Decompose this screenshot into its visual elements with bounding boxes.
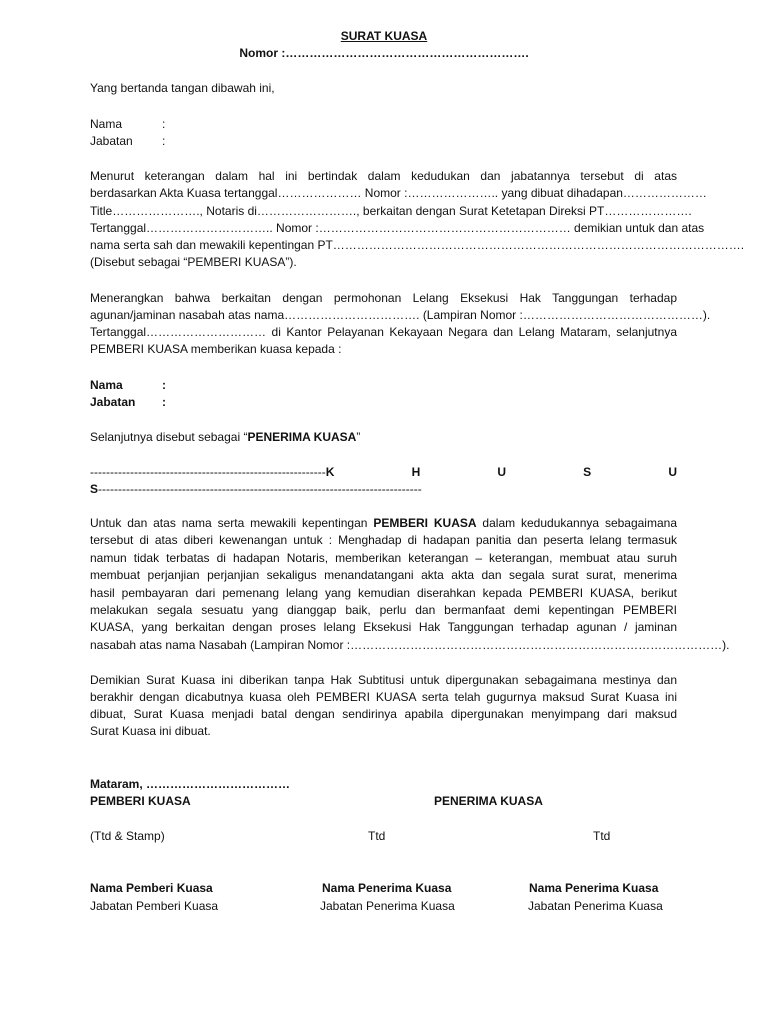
khusus-dashes-right: ---------------------------------------------------------------------------------	[98, 482, 422, 496]
receiver-name-label: Nama	[90, 378, 123, 392]
para3-line: namun tidak terbatas di hadapan Notaris, memberikan keterangan – keterangan, membuat atau suruh	[90, 551, 677, 565]
para1-line: nama serta sah dan mewakili kepentingan PT………………………………………………………………………………………….	[90, 238, 745, 252]
colon: :	[162, 395, 166, 409]
para3-line	[90, 515, 677, 532]
giver-name: Nama Pemberi Kuasa	[90, 881, 213, 895]
receiver-intro-before: Selanjutnya disebut sebagai “	[90, 430, 248, 444]
para1-line: (Disebut sebagai “PEMBERI KUASA”).	[90, 255, 297, 269]
para1-line: Tertanggal………………………….. Nomor :……………………………………………………… demikian untuk dan atas	[90, 221, 705, 235]
para3-line: tersebut di atas diberi kewenangan untuk : Menghadap di hadapan panitia dan peserta lelang termasuk	[90, 533, 677, 547]
receiver-name-1: Nama Penerima Kuasa	[322, 881, 452, 895]
receiver-title-field	[90, 394, 166, 411]
receiver-name-2: Nama Penerima Kuasa	[529, 881, 659, 895]
para3-line: membuat perjanjian perjanjian sekaligus menandatangani akta akta dan segala surat surat, menerima	[90, 568, 677, 582]
khusus-letter: U	[668, 465, 677, 479]
para1-line: Menurut keterangan dalam hal ini bertindak dalam kedudukan dan jabatannya tersebut di atas	[90, 169, 677, 183]
receiver-title-2: Jabatan Penerima Kuasa	[528, 899, 663, 913]
khusus-letter: S	[583, 465, 592, 479]
khusus-heading-line2	[90, 481, 422, 498]
khusus-letter: H	[411, 465, 421, 479]
giver-name-field	[90, 116, 165, 133]
giver-title-field	[90, 133, 165, 150]
para1-line: Title…………………., Notaris di……………………., berkaitan dengan Surat Ketetapan Direksi PT………………….	[90, 204, 692, 218]
ttd-receiver-2: Ttd	[593, 829, 611, 843]
colon: :	[162, 378, 166, 392]
place-date: Mataram, ………………………………	[90, 777, 291, 791]
receiver-intro	[90, 429, 360, 446]
para3-before: Untuk dan atas nama serta mewakili kepentingan	[90, 516, 374, 530]
document-title: SURAT KUASA	[340, 29, 428, 43]
para3-line: KUASA, yang berkaitan dengan proses lelang Eksekusi Hak Tanggungan terhadap agunan / jaminan	[90, 620, 677, 634]
receiver-title-1: Jabatan Penerima Kuasa	[320, 899, 455, 913]
para3-after: dalam kedudukannya sebagaimana	[476, 516, 677, 530]
receiver-title-label: Jabatan	[90, 395, 136, 409]
ttd-stamp: (Ttd & Stamp)	[90, 829, 165, 843]
para3-line: melakukan segala sesuatu yang dianggap baik, perlu dan bermanfaat demi kepentingan PEMBERI	[90, 603, 677, 617]
para4-line: Surat Kuasa ini dibuat.	[90, 724, 211, 738]
para3-line: nasabah atas nama Nasabah (Lampiran Nomor :…………………………………………………………………………………).	[90, 638, 730, 652]
para2-line: Menerangkan bahwa berkaitan dengan permohonan Lelang Eksekusi Hak Tanggungan terhadap	[90, 291, 677, 305]
ttd-receiver-1: Ttd	[368, 829, 386, 843]
receiver-heading: PENERIMA KUASA	[434, 794, 543, 808]
para4-line: dibuat, Surat Kuasa menjadi batal dengan sendirinya apabila dipergunakan menyimpang dari maksud	[90, 707, 677, 721]
khusus-letter: K	[325, 465, 335, 479]
khusus-heading	[90, 464, 677, 481]
para3-line: hasil pembayaran dari pemenang lelang yang kemudian diserahkan kepada PEMBERI KUASA, berikut	[90, 586, 677, 600]
para2-line: agunan/jaminan nasabah atas nama……………………………. (Lampiran Nomor :………………………………………).	[90, 308, 711, 322]
para2-line: PEMBERI KUASA memberikan kuasa kepada :	[90, 342, 342, 356]
receiver-intro-bold: PENERIMA KUASA	[247, 430, 357, 444]
giver-title: Jabatan Pemberi Kuasa	[90, 899, 219, 913]
khusus-dashes-left: -----------------------------------------------------------	[90, 465, 326, 479]
intro-text: Yang bertanda tangan dibawah ini,	[90, 81, 275, 95]
para1-line: berdasarkan Akta Kuasa tertanggal………………… Nomor :………………….. yang dibuat dihadapan…………………	[90, 186, 707, 200]
giver-heading: PEMBERI KUASA	[90, 794, 191, 808]
para3-bold: PEMBERI KUASA	[373, 516, 477, 530]
khusus-letter: U	[497, 465, 507, 479]
para2-line: Tertanggal………………………… di Kantor Pelayanan Kekayaan Negara dan Lelang Mataram, selanjutnya	[90, 325, 677, 339]
colon: :	[162, 134, 166, 148]
para4-line: berakhir dengan dicabutnya kuasa oleh PEMBERI KUASA serta telah gugurnya maksud Surat Kuasa ini	[90, 690, 677, 704]
giver-title-label: Jabatan	[90, 134, 133, 148]
document-number: Nomor :…………………………………………………….	[239, 46, 529, 60]
khusus-letter: S	[90, 482, 99, 496]
colon: :	[162, 117, 166, 131]
para4-line: Demikian Surat Kuasa ini diberikan tanpa Hak Subtitusi untuk dipergunakan sebagaimana mestinya dan	[90, 673, 677, 687]
giver-name-label: Nama	[90, 117, 123, 131]
receiver-name-field	[90, 377, 166, 394]
receiver-intro-after: ”	[356, 430, 361, 444]
